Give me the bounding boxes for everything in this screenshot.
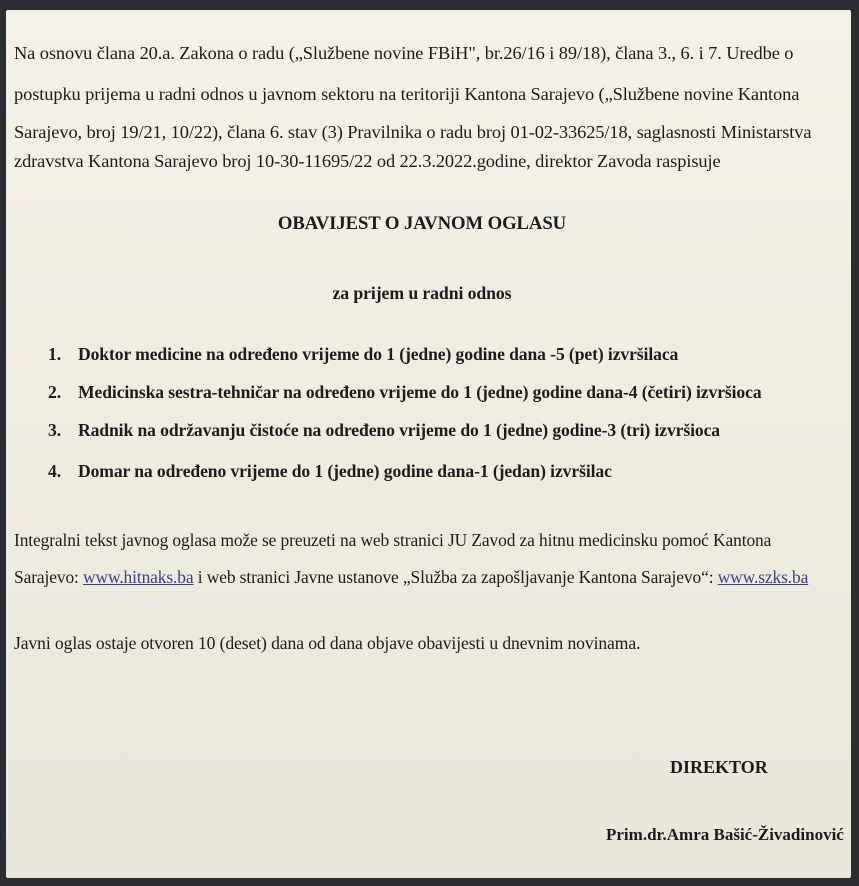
position-item-2 (48, 382, 762, 403)
position-number: 4. (48, 461, 61, 481)
hitnaks-link[interactable]: www.hitnaks.ba (83, 567, 194, 587)
position-text: Doktor medicine na određeno vrijeme do 1 (jedne) godine dana -5 (pet) izvršilaca (78, 344, 679, 364)
szks-link[interactable]: www.szks.ba (717, 567, 809, 587)
web-info-line-1: Integralni tekst javnog oglasa može se preuzeti na web stranici JU Zavod za hitnu medicinsku pomoć Kantona (14, 530, 772, 550)
document-subtitle: za prijem u radni odnos (332, 283, 512, 303)
position-item-1 (48, 344, 678, 365)
position-item-4 (48, 461, 612, 482)
intro-line-2: postupku prijema u radni odnos u javnom sektoru na teritoriji Kantona Sarajevo („Službene novine Kantona (14, 84, 800, 104)
intro-line-3: Sarajevo, broj 19/21, 10/22), člana 6. stav (3) Pravilnika o radu broj 01-02-33625/18, saglasnosti Ministarstva (14, 122, 812, 142)
document-title: OBAVIJEST O JAVNOM OGLASU (277, 213, 567, 234)
position-number: 1. (48, 344, 61, 364)
position-item-3 (48, 420, 720, 441)
web-info-middle: i web stranici Javne ustanove „Služba za zapošljavanje Kantona Sarajevo“: (193, 567, 718, 587)
position-number: 3. (48, 420, 61, 440)
web-info-line-2 (14, 567, 808, 588)
document-page (6, 10, 851, 878)
signature-name: Prim.dr.Amra Bašić-Živadinović (606, 825, 844, 844)
web-info-prefix: Sarajevo: (14, 567, 84, 587)
position-text: Domar na određeno vrijeme do 1 (jedne) godine dana-1 (jedan) izvršilac (78, 461, 612, 481)
position-number: 2. (48, 382, 61, 402)
deadline-text: Javni oglas ostaje otvoren 10 (deset) dana od dana objave obavijesti u dnevnim novinama. (14, 633, 641, 653)
position-text: Radnik na održavanju čistoće na određeno vrijeme do 1 (jedne) godine-3 (tri) izvršioca (78, 420, 720, 440)
signature-title: DIREKTOR (670, 757, 768, 777)
position-text: Medicinska sestra-tehničar na određeno vrijeme do 1 (jedne) godine dana-4 (četiri) izvršioca (78, 382, 762, 402)
intro-line-1: Na osnovu člana 20.a. Zakona o radu („Službene novine FBiH", br.26/16 i 89/18), člana 3., 6. i 7. Uredbe o (14, 43, 794, 63)
intro-line-4: zdravstva Kantona Sarajevo broj 10-30-11695/22 od 22.3.2022.godine, direktor Zavoda raspisuje (14, 151, 721, 171)
